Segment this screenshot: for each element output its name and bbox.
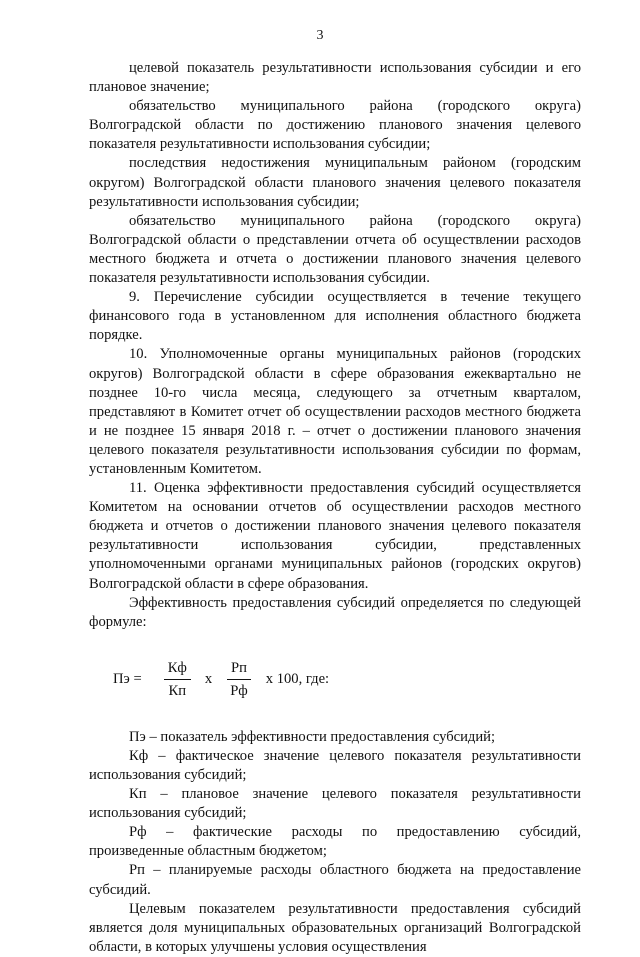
formula-fraction-k — [164, 659, 191, 700]
page-number: 3 — [316, 28, 324, 43]
definition-kp: Кп – плановое значение целевого показателя результативности использования субсидий; — [89, 786, 581, 822]
formula-numerator: Кф — [164, 659, 191, 680]
definition-kf: Кф – фактическое значение целевого показателя результативности использования субсидий; — [89, 747, 581, 783]
paragraph-item-11: 11. Оценка эффективности предоставления субсидий осуществляется Комитетом на основании отчетов об осуществлении расходов местного бюджета и отчетов о достижении планового значения целевого показателя результативности использования субсидии, представленных уполномоченными органами муниципальных районов (городских округов) Волгоградской области в сфере образования. — [89, 480, 581, 592]
definition-rf: Рф – фактические расходы по предоставлению субсидий, произведенные областным бюджетом; — [89, 824, 581, 860]
formula-denominator: Рф — [230, 683, 248, 700]
definition-pe: Пэ – показатель эффективности предоставления субсидий; — [129, 728, 496, 745]
formula-times: х — [204, 671, 213, 688]
paragraph: обязательство муниципального района (городского округа) Волгоградской области о представлении отчета об осуществлении расходов местного бюджета и отчета о достижении планового значения целевого показателя результативности использования субсидии. — [89, 212, 581, 287]
formula-tail: х 100, где: — [265, 671, 330, 688]
paragraph: обязательство муниципального района (городского округа) Волгоградской области по достижению планового значения целевого показателя результативности использования субсидии; — [89, 98, 581, 153]
paragraph: последствия недостижения муниципальным районом (городским округом) Волгоградской области планового значения целевого показателя результативности использования субсидии; — [89, 155, 581, 210]
formula-numerator: Рп — [227, 659, 251, 680]
document-body — [89, 59, 581, 957]
paragraph-item-10: 10. Уполномоченные органы муниципальных районов (городских округов) Волгоградской области в сфере образования ежеквартально не позднее 10-го числа месяца, следующего за отчетным кварталом, представляют в Комитет отчет об осуществлении расходов местного бюджета и не позднее 15 января 2018 г. – отчет о достижении планового значения целевого показателя результативности использования субсидии по формам, установленным Комитетом. — [89, 346, 581, 477]
paragraph: Целевым показателем результативности предоставления субсидий является доля муниципальных образовательных организаций Волгоградской области, в которых улучшены условия осуществления — [89, 900, 581, 955]
formula-lhs: Пэ = — [113, 671, 142, 688]
definition-rp: Рп – планируемые расходы областного бюджета на предоставление субсидий. — [89, 862, 581, 898]
formula-denominator: Кп — [168, 683, 187, 700]
efficiency-formula — [113, 650, 581, 710]
formula-fraction-r — [226, 659, 252, 700]
paragraph: целевой показатель результативности использования субсидии и его плановое значение; — [89, 60, 581, 96]
paragraph: Эффективность предоставления субсидий определяется по следующей формуле: — [89, 594, 581, 630]
paragraph-item-9: 9. Перечисление субсидии осуществляется в течение текущего финансового года в установленном для исполнения областного бюджета порядке. — [89, 289, 581, 344]
